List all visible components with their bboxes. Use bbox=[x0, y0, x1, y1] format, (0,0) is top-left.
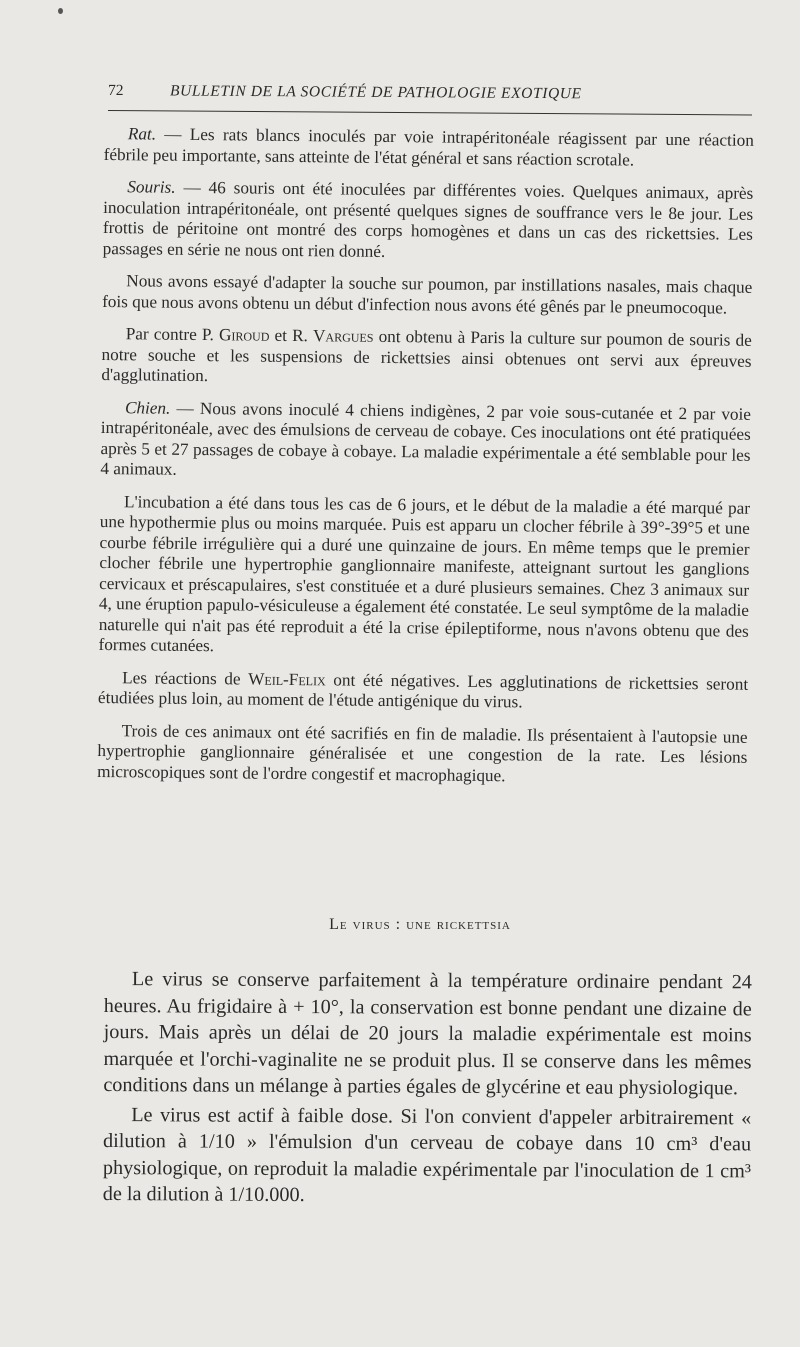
header-rule bbox=[108, 110, 752, 115]
lead-souris: Souris. bbox=[127, 177, 176, 197]
text-rat: — Les rats blancs inoculés par voie intrapéritonéale réagissent par une réaction fébrile peu importante, sans atteinte de l'état général et sans réaction scrotale. bbox=[103, 124, 754, 170]
virus-section bbox=[103, 966, 752, 1211]
paragraph-poumon: Nous avons essayé d'adapter la souche sur poumon, par instillations nasales, mais chaque fois que nous avons obtenu un début d'infection nous avons été gênés par le pneumocoque. bbox=[102, 271, 753, 318]
paragraph-chien bbox=[100, 397, 751, 486]
paragraph-trois: Trois de ces animaux ont été sacrifiés en fin de maladie. Ils présentaient à l'autopsie une hypertrophie ganglionnaire généralisée et une congestion de la rate. Les lésions microscopiques sont de l'ordre congestif et macrophagique. bbox=[97, 720, 748, 785]
text-souris: — 46 souris ont été inoculées par différentes voies. Quelques animaux, après inoculation intrapéritonéale, ont présenté quelques signes de souffrance vers le 8e jour. Les frottis de péritoine ont montré des corps homogènes et dans un cas des rickettsies. Les passages en série ne nous ont rien donné. bbox=[102, 177, 754, 261]
text-chien: — Nous avons inoculé 4 chiens indigènes, 2 par voie sous-cutanée et 2 par voie intrapéritonéale, avec des émulsions de cerveau de cobaye. Ces inoculations ont été pratiquées après 5 et 27 passages de cobaye à cobaye. La maladie expérimentale a été semblable pour les 4 animaux. bbox=[100, 398, 752, 479]
author-giroud: Giroud bbox=[218, 325, 270, 345]
text-giroud-after: ont obtenu à Paris la culture sur poumon de souris de notre souche et les suspensions de rickettsies ainsi obtenues ont servi aux épreuves d'agglutination. bbox=[101, 326, 752, 386]
paragraph-souris bbox=[103, 177, 754, 266]
lead-chien: Chien. bbox=[124, 397, 171, 418]
paragraph-virus-conservation: Le virus se conserve parfaitement à la température ordinaire pendant 24 heures. Au frigidaire à + 10°, la conservation est bonne pendant une dizaine de jours. Mais après un délai de 20 jours la maladie expérimentale est moins marquée et l'orchi-vaginalite ne se produit plus. Il se conserve dans les mêmes conditions dans un mélange à parties égales de glycérine et eau physiologique. bbox=[103, 968, 752, 1100]
author-weil-felix: Weil-Felix bbox=[248, 669, 326, 689]
ink-spot bbox=[58, 8, 63, 14]
text-weil-after: ont été négatives. Les agglutinations de rickettsies seront étudiées plus loin, au moment de l'étude antigénique du virus. bbox=[97, 669, 749, 712]
page-number: 72 bbox=[107, 82, 124, 100]
experimental-animals-section bbox=[97, 124, 754, 801]
paragraph-incubation: L'incubation a été dans tous les cas de 6 jours, et le début de la maladie a été marqué par une hypothermie plus ou moins marquée. Puis est apparu un clocher fébrile à 39°-39°5 et une courbe fébrile irrégulière qui a duré une quinzaine de jours. En même temps que le premier clocher fébrile une hypertrophie ganglionnaire manifeste, atteignant surtout les ganglions cervicaux et préscapulaires, s'est constituée et a duré plusieurs semaines. Chez 3 animaux sur 4, une éruption papulo-vésiculeuse a également été constatée. Le seul symptôme de la maladie naturelle qui n'ait pas été reproduit a été la crise épileptiforme, nous n'avons obtenu que des formes cutanées. bbox=[98, 491, 751, 656]
text-weil-before: Les réactions de bbox=[122, 667, 249, 689]
paragraph-rat bbox=[104, 124, 754, 172]
text-giroud-before: Par contre P. bbox=[125, 324, 220, 345]
running-title: BULLETIN DE LA SOCIÉTÉ DE PATHOLOGIE EXOTIQUE bbox=[169, 82, 582, 103]
paragraph-virus-dose: Le virus est actif à faible dose. Si l'on convient d'appeler arbitrairement « dilution à 1/10 » l'émulsion d'un cerveau de cobaye dans 10 cm³ d'eau physiologique, on reproduit la maladie expérimentale par l'inoculation de 1 cm³ de la dilution à 1/10.000. bbox=[102, 1103, 752, 1207]
text-giroud-mid: et R. bbox=[269, 325, 314, 346]
section-title: Le virus : une rickettsia bbox=[329, 916, 511, 933]
page-header bbox=[108, 82, 750, 104]
paragraph-giroud bbox=[101, 324, 752, 392]
lead-rat: Rat. bbox=[127, 124, 157, 144]
paragraph-weil-felix bbox=[98, 667, 748, 715]
author-vargues: Vargues bbox=[312, 326, 374, 346]
